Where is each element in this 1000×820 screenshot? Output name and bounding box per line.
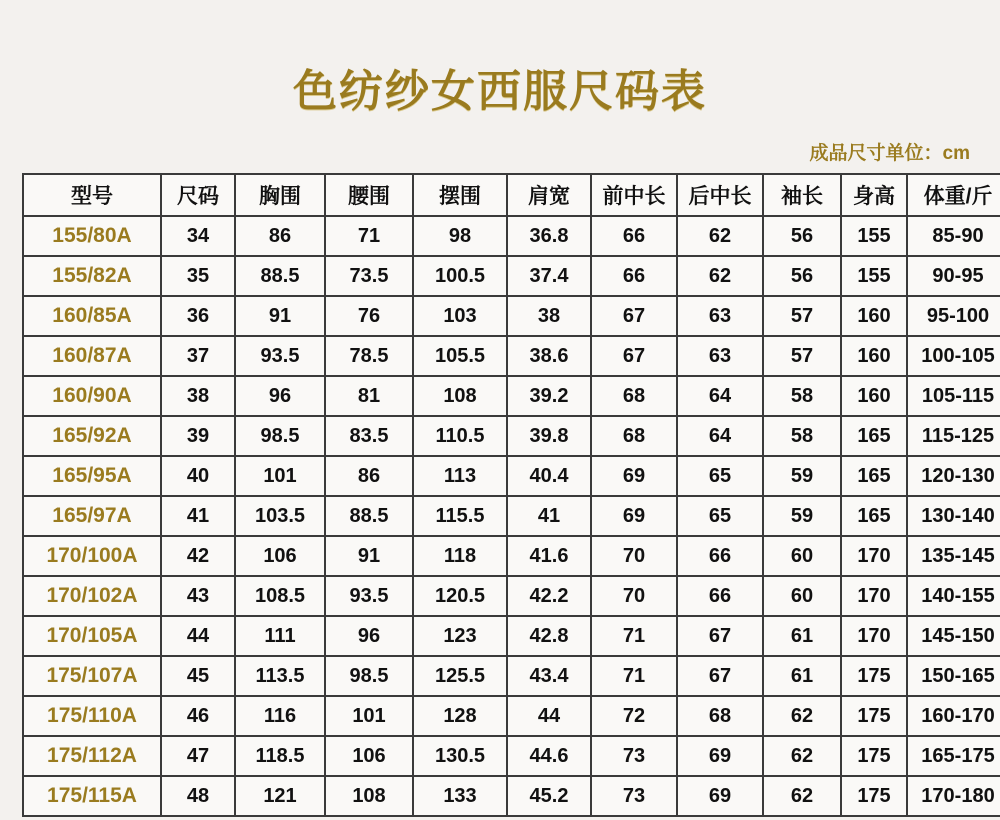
- table-cell: 63: [677, 336, 763, 376]
- table-cell: 160: [841, 336, 907, 376]
- table-cell: 63: [677, 296, 763, 336]
- table-cell: 175: [841, 776, 907, 816]
- table-cell: 175: [841, 696, 907, 736]
- table-cell: 47: [161, 736, 235, 776]
- table-cell: 67: [591, 336, 677, 376]
- table-header: [23, 174, 1000, 216]
- table-cell: 165-175: [907, 736, 1000, 776]
- table-cell: 64: [677, 376, 763, 416]
- table-row: [23, 736, 1000, 776]
- table-cell: 39: [161, 416, 235, 456]
- table-row: [23, 416, 1000, 456]
- table-cell: 56: [763, 256, 841, 296]
- table-cell: 69: [591, 456, 677, 496]
- table-cell: 103: [413, 296, 507, 336]
- table-cell: 58: [763, 376, 841, 416]
- table-cell: 115.5: [413, 496, 507, 536]
- column-header-model: 型号: [23, 174, 161, 216]
- table-cell: 101: [325, 696, 413, 736]
- table-cell: 59: [763, 456, 841, 496]
- table-cell: 120-130: [907, 456, 1000, 496]
- table-cell: 90-95: [907, 256, 1000, 296]
- table-row: [23, 656, 1000, 696]
- table-cell: 36.8: [507, 216, 591, 256]
- table-cell: 115-125: [907, 416, 1000, 456]
- column-header-hem: 摆围: [413, 174, 507, 216]
- table-cell: 111: [235, 616, 325, 656]
- page-title: 色纺纱女西服尺码表: [293, 67, 707, 116]
- cell-model: 165/92A: [23, 416, 161, 456]
- table-cell: 66: [591, 256, 677, 296]
- table-cell: 68: [591, 376, 677, 416]
- table-cell: 72: [591, 696, 677, 736]
- table-cell: 45: [161, 656, 235, 696]
- table-row: [23, 576, 1000, 616]
- table-cell: 46: [161, 696, 235, 736]
- cell-model: 165/97A: [23, 496, 161, 536]
- column-header-front-length: 前中长: [591, 174, 677, 216]
- table-cell: 83.5: [325, 416, 413, 456]
- column-header-weight: 体重/斤: [907, 174, 1000, 216]
- table-cell: 43.4: [507, 656, 591, 696]
- table-cell: 175: [841, 656, 907, 696]
- table-cell: 67: [591, 296, 677, 336]
- table-cell: 62: [677, 216, 763, 256]
- table-cell: 170: [841, 536, 907, 576]
- table-cell: 65: [677, 456, 763, 496]
- size-table: [22, 173, 1000, 817]
- table-cell: 98.5: [235, 416, 325, 456]
- table-cell: 165: [841, 416, 907, 456]
- cell-model: 160/90A: [23, 376, 161, 416]
- table-cell: 150-165: [907, 656, 1000, 696]
- size-table-container: [0, 173, 1000, 817]
- table-cell: 133: [413, 776, 507, 816]
- cell-model: 175/115A: [23, 776, 161, 816]
- table-cell: 108: [413, 376, 507, 416]
- table-cell: 135-145: [907, 536, 1000, 576]
- table-cell: 44: [161, 616, 235, 656]
- table-cell: 71: [325, 216, 413, 256]
- table-cell: 36: [161, 296, 235, 336]
- table-cell: 88.5: [325, 496, 413, 536]
- table-cell: 60: [763, 576, 841, 616]
- table-cell: 125.5: [413, 656, 507, 696]
- table-cell: 70: [591, 576, 677, 616]
- table-cell: 106: [235, 536, 325, 576]
- table-cell: 61: [763, 616, 841, 656]
- table-cell: 155: [841, 216, 907, 256]
- table-cell: 145-150: [907, 616, 1000, 656]
- table-cell: 64: [677, 416, 763, 456]
- table-cell: 91: [235, 296, 325, 336]
- table-cell: 38: [161, 376, 235, 416]
- table-cell: 96: [235, 376, 325, 416]
- cell-model: 170/105A: [23, 616, 161, 656]
- table-cell: 57: [763, 336, 841, 376]
- table-cell: 42.2: [507, 576, 591, 616]
- table-cell: 95-100: [907, 296, 1000, 336]
- table-cell: 98.5: [325, 656, 413, 696]
- table-cell: 73: [591, 776, 677, 816]
- table-cell: 66: [591, 216, 677, 256]
- table-cell: 69: [591, 496, 677, 536]
- table-row: [23, 456, 1000, 496]
- table-cell: 48: [161, 776, 235, 816]
- table-cell: 121: [235, 776, 325, 816]
- table-cell: 88.5: [235, 256, 325, 296]
- table-cell: 37: [161, 336, 235, 376]
- table-header-row: [23, 174, 1000, 216]
- cell-model: 160/87A: [23, 336, 161, 376]
- table-row: [23, 336, 1000, 376]
- table-cell: 130.5: [413, 736, 507, 776]
- table-cell: 71: [591, 616, 677, 656]
- table-cell: 35: [161, 256, 235, 296]
- table-cell: 165: [841, 496, 907, 536]
- table-cell: 120.5: [413, 576, 507, 616]
- table-cell: 130-140: [907, 496, 1000, 536]
- table-cell: 93.5: [235, 336, 325, 376]
- table-row: [23, 296, 1000, 336]
- table-cell: 165: [841, 456, 907, 496]
- column-header-back-length: 后中长: [677, 174, 763, 216]
- table-cell: 76: [325, 296, 413, 336]
- table-cell: 123: [413, 616, 507, 656]
- table-row: [23, 536, 1000, 576]
- table-cell: 62: [763, 736, 841, 776]
- cell-model: 170/102A: [23, 576, 161, 616]
- cell-model: 175/107A: [23, 656, 161, 696]
- table-cell: 101: [235, 456, 325, 496]
- table-cell: 67: [677, 656, 763, 696]
- table-row: [23, 496, 1000, 536]
- table-cell: 105-115: [907, 376, 1000, 416]
- table-cell: 61: [763, 656, 841, 696]
- table-cell: 118.5: [235, 736, 325, 776]
- column-header-height: 身高: [841, 174, 907, 216]
- cell-model: 170/100A: [23, 536, 161, 576]
- table-cell: 175: [841, 736, 907, 776]
- table-cell: 59: [763, 496, 841, 536]
- table-cell: 58: [763, 416, 841, 456]
- table-cell: 34: [161, 216, 235, 256]
- table-cell: 40.4: [507, 456, 591, 496]
- table-cell: 86: [325, 456, 413, 496]
- table-cell: 57: [763, 296, 841, 336]
- column-header-waist: 腰围: [325, 174, 413, 216]
- table-cell: 118: [413, 536, 507, 576]
- cell-model: 155/80A: [23, 216, 161, 256]
- table-cell: 44: [507, 696, 591, 736]
- table-cell: 42.8: [507, 616, 591, 656]
- table-cell: 73: [591, 736, 677, 776]
- table-cell: 170: [841, 616, 907, 656]
- table-cell: 160: [841, 376, 907, 416]
- table-row: [23, 216, 1000, 256]
- cell-model: 165/95A: [23, 456, 161, 496]
- table-cell: 140-155: [907, 576, 1000, 616]
- table-cell: 68: [591, 416, 677, 456]
- table-cell: 41: [161, 496, 235, 536]
- table-row: [23, 696, 1000, 736]
- column-header-sleeve: 袖长: [763, 174, 841, 216]
- table-cell: 81: [325, 376, 413, 416]
- table-cell: 69: [677, 736, 763, 776]
- table-row: [23, 256, 1000, 296]
- table-cell: 100-105: [907, 336, 1000, 376]
- table-cell: 155: [841, 256, 907, 296]
- table-cell: 42: [161, 536, 235, 576]
- table-cell: 62: [677, 256, 763, 296]
- table-cell: 100.5: [413, 256, 507, 296]
- column-header-shoulder: 肩宽: [507, 174, 591, 216]
- table-cell: 108.5: [235, 576, 325, 616]
- table-cell: 69: [677, 776, 763, 816]
- table-cell: 41.6: [507, 536, 591, 576]
- table-cell: 37.4: [507, 256, 591, 296]
- table-cell: 66: [677, 536, 763, 576]
- table-cell: 160-170: [907, 696, 1000, 736]
- table-body: [23, 216, 1000, 816]
- table-cell: 113: [413, 456, 507, 496]
- table-cell: 39.2: [507, 376, 591, 416]
- table-cell: 113.5: [235, 656, 325, 696]
- table-cell: 110.5: [413, 416, 507, 456]
- table-cell: 70: [591, 536, 677, 576]
- table-cell: 128: [413, 696, 507, 736]
- table-cell: 44.6: [507, 736, 591, 776]
- table-cell: 60: [763, 536, 841, 576]
- table-cell: 103.5: [235, 496, 325, 536]
- column-header-chest: 胸围: [235, 174, 325, 216]
- table-cell: 56: [763, 216, 841, 256]
- table-cell: 67: [677, 616, 763, 656]
- table-cell: 78.5: [325, 336, 413, 376]
- table-cell: 68: [677, 696, 763, 736]
- table-cell: 71: [591, 656, 677, 696]
- table-row: [23, 776, 1000, 816]
- cell-model: 175/110A: [23, 696, 161, 736]
- table-cell: 43: [161, 576, 235, 616]
- table-cell: 40: [161, 456, 235, 496]
- cell-model: 175/112A: [23, 736, 161, 776]
- cell-model: 155/82A: [23, 256, 161, 296]
- table-cell: 96: [325, 616, 413, 656]
- column-header-size: 尺码: [161, 174, 235, 216]
- table-cell: 66: [677, 576, 763, 616]
- unit-note: 成品尺寸单位：cm: [809, 143, 970, 165]
- table-cell: 98: [413, 216, 507, 256]
- table-cell: 62: [763, 776, 841, 816]
- table-cell: 39.8: [507, 416, 591, 456]
- table-cell: 45.2: [507, 776, 591, 816]
- table-cell: 73.5: [325, 256, 413, 296]
- table-cell: 41: [507, 496, 591, 536]
- table-cell: 65: [677, 496, 763, 536]
- table-cell: 108: [325, 776, 413, 816]
- table-cell: 38.6: [507, 336, 591, 376]
- table-cell: 105.5: [413, 336, 507, 376]
- table-cell: 85-90: [907, 216, 1000, 256]
- table-cell: 160: [841, 296, 907, 336]
- table-cell: 38: [507, 296, 591, 336]
- table-cell: 62: [763, 696, 841, 736]
- table-row: [23, 616, 1000, 656]
- table-cell: 93.5: [325, 576, 413, 616]
- table-cell: 170-180: [907, 776, 1000, 816]
- table-cell: 106: [325, 736, 413, 776]
- cell-model: 160/85A: [23, 296, 161, 336]
- table-cell: 86: [235, 216, 325, 256]
- table-cell: 170: [841, 576, 907, 616]
- table-cell: 116: [235, 696, 325, 736]
- table-row: [23, 376, 1000, 416]
- table-cell: 91: [325, 536, 413, 576]
